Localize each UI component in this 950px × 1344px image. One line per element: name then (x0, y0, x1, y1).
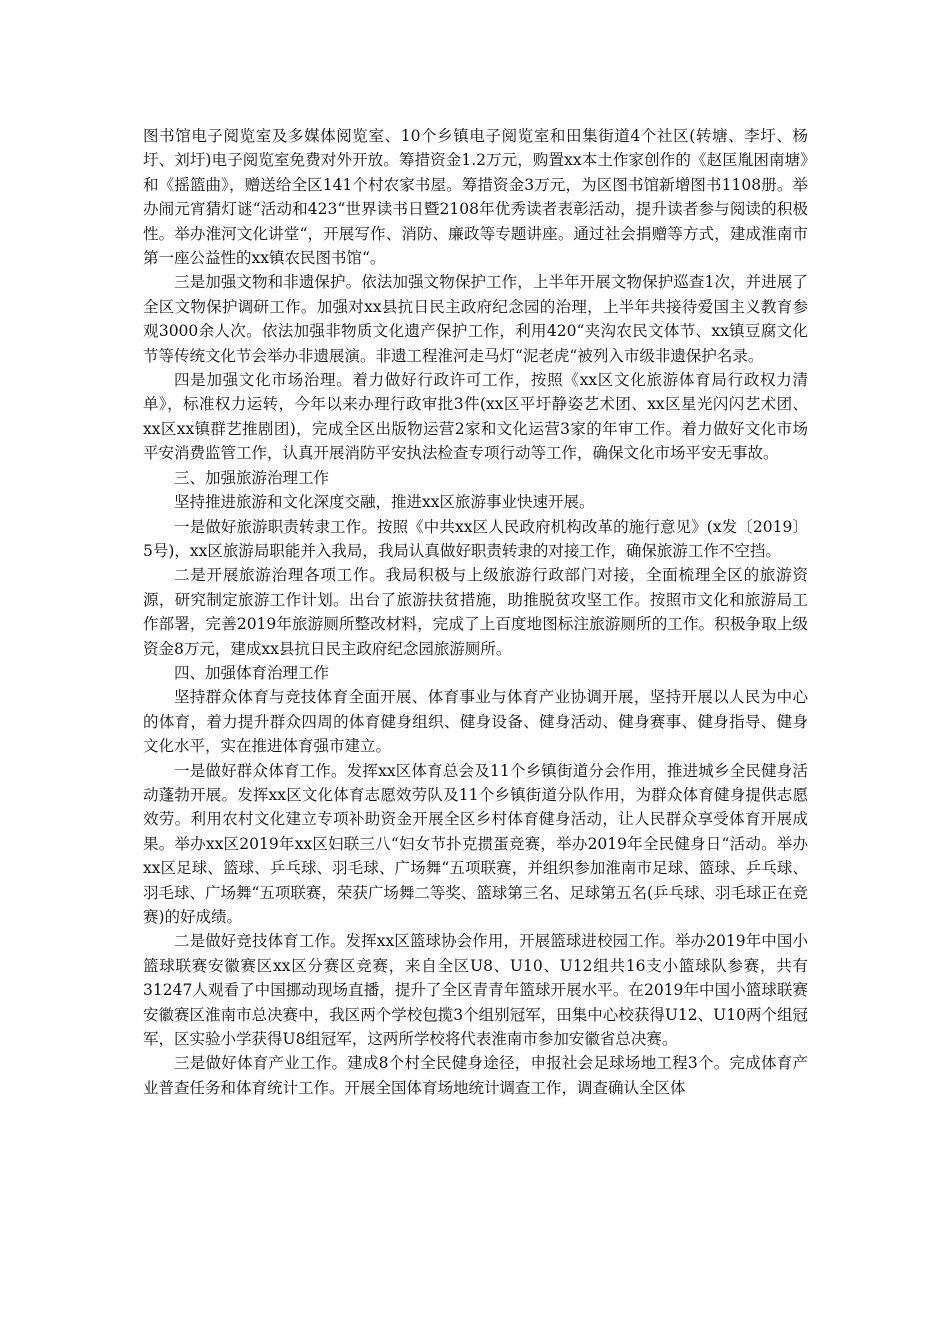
paragraph-sports-intro: 坚持群众体育与竞技体育全面开展、体育事业与体育产业协调开展，坚持开展以人民为中心的体育，着力提升群众四周的体育健身组织、健身设备、健身活动、健身赛事、健身指导、健身文化水平，实在推进体育强市建立。 (143, 688, 808, 756)
paragraph-continuation: 图书馆电子阅览室及多媒体阅览室、10个乡镇电子阅览室和田集街道4个社区(转塘、李圩、杨圩、刘圩)电子阅览室免费对外开放。筹措资金1.2万元，购置xx本土作家创作的《赵匡胤困南塘》和《摇篮曲》，赠送给全区141个村农家书屋。筹措资金3万元，为区图书馆新增图书1108册。举办闹元宵猜灯谜“活动和423“世界读书日暨2108年优秀读者表彰活动，提升读者参与阅读的积极性。举办淮河文化讲堂“，开展写作、消防、廉政等专题讲座。通过社会捐赠等方式，建成淮南市第一座公益性的xx镇农民图书馆“。 (143, 127, 808, 268)
paragraph-tourism-intro: 坚持推进旅游和文化深度交融，推进xx区旅游事业快速开展。 (174, 493, 595, 512)
paragraph-cultural-market: 四是加强文化市场治理。着力做好行政许可工作，按照《xx区文化旅游体育局行政权力清单》，标准权力运转，今年以来办理行政审批3件(xx区平圩静姿艺术团、xx区星光闪闪艺术团、xx区xx镇群艺推剧团)，完成全区出版物运营2家和文化运营3家的年审工作。着力做好文化市场平安消费监管工作，认真开展消防平安执法检查专项行动等工作，确保文化市场平安无事故。 (143, 371, 808, 463)
document-page (143, 124, 808, 1100)
paragraph-tourism-management: 二是开展旅游治理各项工作。我局积极与上级旅游行政部门对接，全面梳理全区的旅游资源，研究制定旅游工作计划。出台了旅游扶贫措施，助推脱贫攻坚工作。按照市文化和旅游局工作部署，完善2019年旅游厕所整改材料，完成了上百度地图标注旅游厕所的工作。积极争取上级资金8万元，建成xx县抗日民主政府纪念园旅游厕所。 (143, 566, 808, 658)
paragraph-cultural-relics: 三是加强文物和非遗保护。依法加强文物保护工作，上半年开展文物保护巡查1次，并进展了全区文物保护调研工作。加强对xx县抗日民主政府纪念园的治理，上半年共接待爱国主义教育参观3000余人次。依法加强非物质文化遗产保护工作，利用420“夹沟农民文体节、xx镇豆腐文化节等传统文化节会举办非遗展演。非遗工程淮河走马灯“泥老虎“被列入市级非遗保护名录。 (143, 273, 808, 365)
paragraph-competitive-sports: 二是做好竞技体育工作。发挥xx区篮球协会作用，开展篮球进校园工作。举办2019年中国小篮球联赛安徽赛区xx区分赛区竞赛，来自全区U8、U10、U12组共16支小篮球队参赛，共有31247人观看了中国挪动现场直播，提升了全区青青年篮球开展水平。在2019年中国小篮球联赛安徽赛区淮南市总决赛中，我区两个学校包揽3个组别冠军，田集中心校获得U12、U10两个组冠军，区实验小学获得U8组冠军，这两所学校将代表淮南市参加安徽省总决赛。 (143, 932, 808, 1049)
paragraph-tourism-transfer: 一是做好旅游职责转隶工作。按照《中共xx区人民政府机构改革的施行意见》(x发〔2019〕5号)，xx区旅游局职能并入我局，我局认真做好职责转隶的对接工作，确保旅游工作不空挡。 (143, 517, 808, 560)
section-heading-tourism: 三、加强旅游治理工作 (174, 468, 330, 487)
paragraph-mass-sports: 一是做好群众体育工作。发挥xx区体育总会及11个乡镇街道分会作用，推进城乡全民健身活动蓬勃开展。发挥xx区文化体育志愿效劳队及11个乡镇街道分队作用，为群众体育健身提供志愿效劳。利用农村文化建立专项补助资金开展全区乡村体育健身活动，让人民群众享受体育开展成果。举办xx区2019年xx区妇联三八“妇女节扑克掼蛋竞赛，举办2019年全民健身日“活动。举办xx区足球、篮球、乒乓球、羽毛球、广场舞“五项联赛，并组织参加淮南市足球、篮球、乒乓球、羽毛球、广场舞“五项联赛，荣获广场舞二等奖、篮球第三名、足球第五名(乒乓球、羽毛球正在竞赛)的好成绩。 (143, 761, 808, 926)
paragraph-sports-industry: 三是做好体育产业工作。建成8个村全民健身途径，申报社会足球场地工程3个。完成体育产业普查任务和体育统计工作。开展全国体育场地统计调查工作，调查确认全区体 (143, 1054, 808, 1097)
section-heading-sports: 四、加强体育治理工作 (174, 663, 330, 682)
